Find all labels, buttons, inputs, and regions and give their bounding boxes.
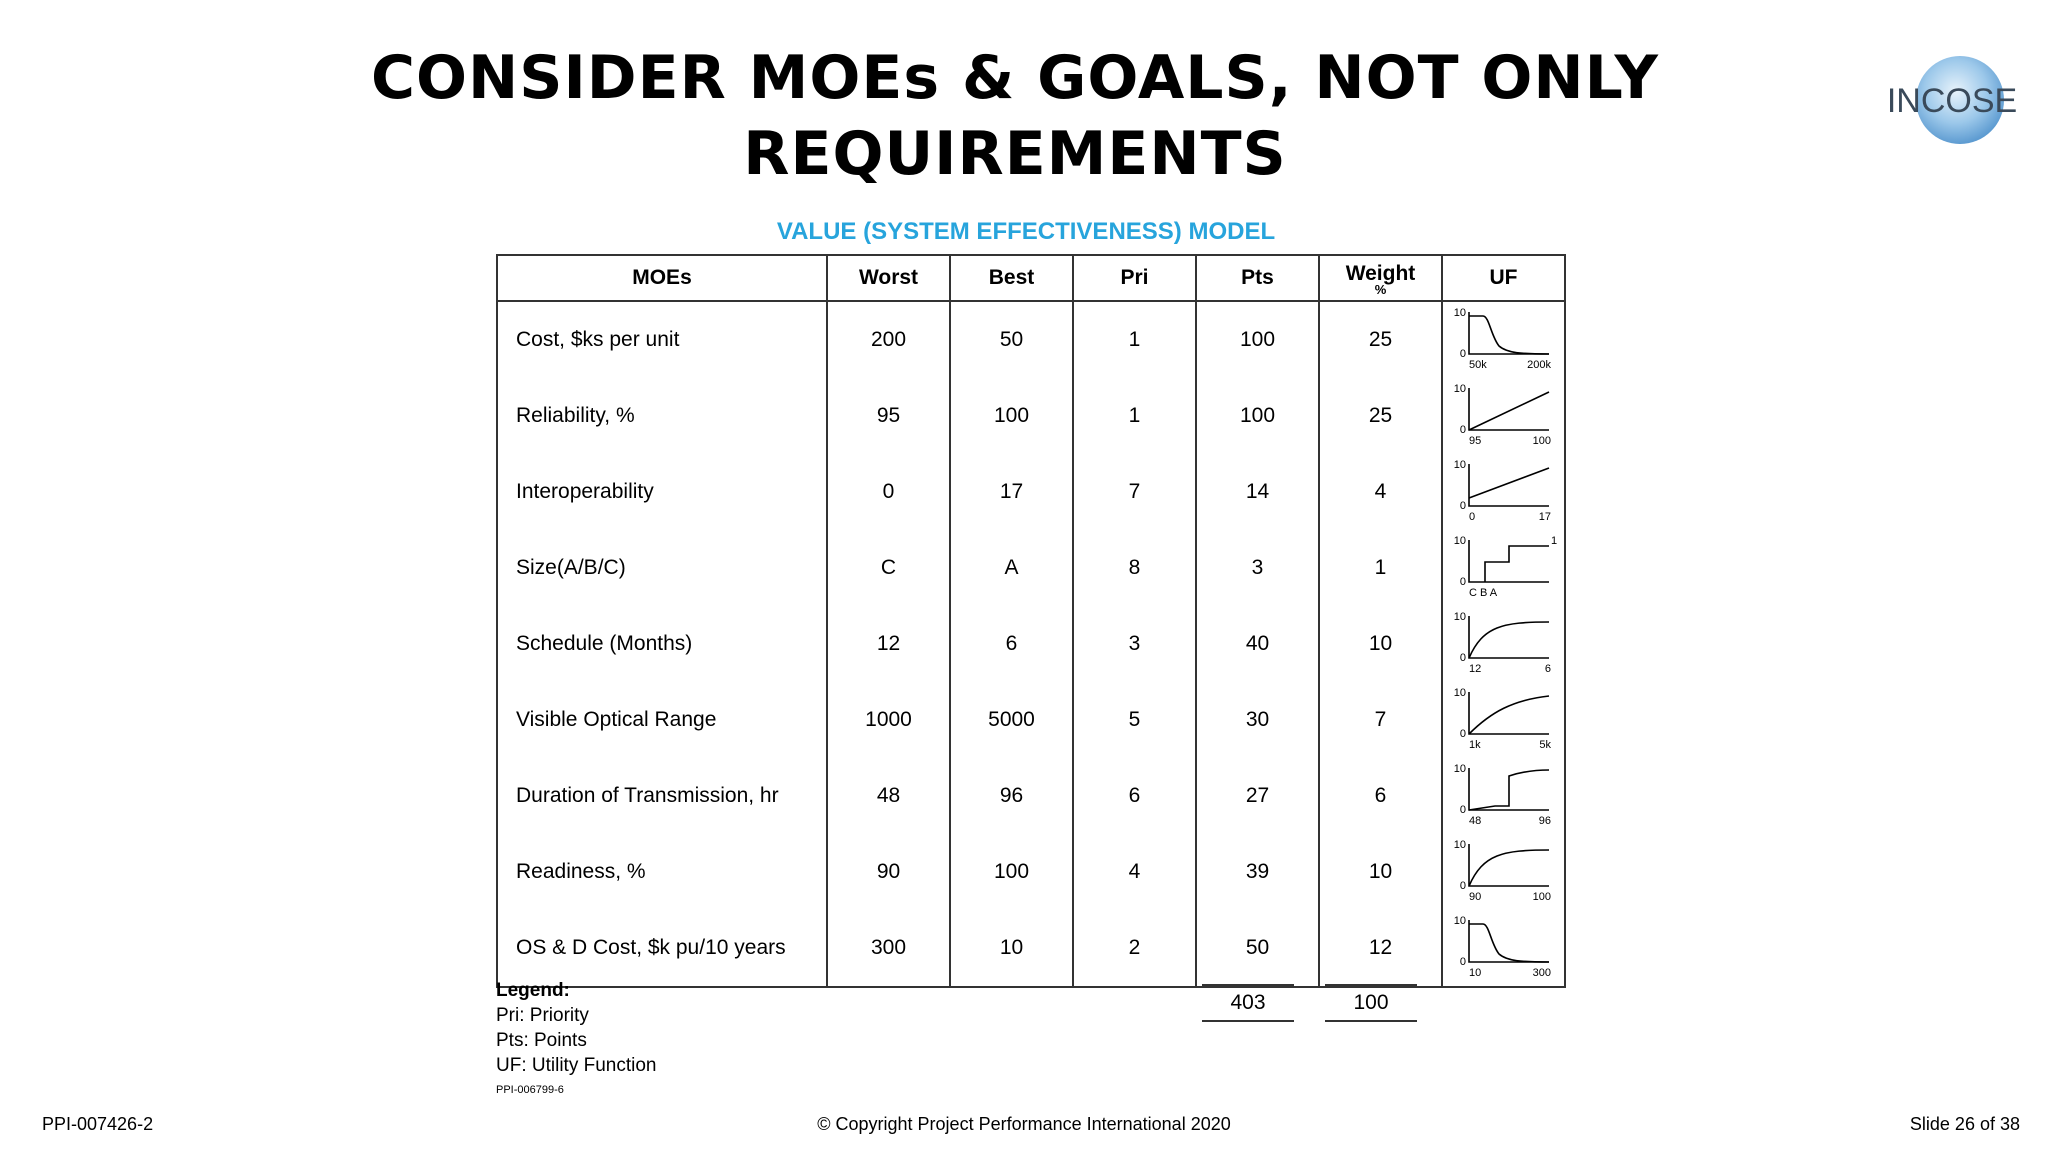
moe-worst: C [827, 530, 950, 606]
header-weight-label: Weight [1345, 262, 1416, 285]
legend-heading: Legend: [496, 980, 570, 1001]
moe-best: A [950, 530, 1073, 606]
table-row [497, 682, 1565, 758]
table-row [497, 758, 1565, 834]
moe-pri: 4 [1073, 834, 1196, 910]
moe-name: Readiness, % [497, 834, 827, 910]
table-row [497, 910, 1565, 987]
moe-pri: 5 [1073, 682, 1196, 758]
uf-xleft-label: 10 [1469, 967, 1482, 979]
footer-slide-number: Slide 26 of 38 [1909, 1114, 2020, 1134]
moe-pri: 1 [1073, 378, 1196, 454]
moe-name: Cost, $ks per unit [497, 301, 827, 378]
moe-name: Interoperability [497, 454, 827, 530]
moe-best: 17 [950, 454, 1073, 530]
header-best: Best [950, 255, 1073, 301]
moe-pri: 8 [1073, 530, 1196, 606]
uf-xright-label: 100 [1532, 891, 1551, 903]
moe-weight: 25 [1319, 301, 1442, 378]
uf-ymax-label: 10 [1453, 611, 1466, 623]
uf-xleft-label: 1k [1469, 739, 1481, 751]
utility-function-chart [1443, 302, 1564, 378]
uf-xright-label: 300 [1532, 967, 1551, 979]
utility-function-chart [1443, 758, 1564, 834]
moe-name: Duration of Transmission, hr [497, 758, 827, 834]
moe-worst: 300 [827, 910, 950, 987]
moe-pri: 7 [1073, 454, 1196, 530]
utility-function-chart [1443, 606, 1564, 682]
figure-code: PPI-006799-6 [496, 1084, 564, 1096]
uf-ymin-label: 0 [1459, 576, 1466, 588]
uf-ymax-label: 10 [1453, 763, 1466, 775]
utility-function-cell [1442, 301, 1565, 378]
utility-function-cell [1442, 454, 1565, 530]
uf-ymin-label: 0 [1459, 728, 1466, 740]
uf-xleft-label: 12 [1469, 663, 1482, 675]
slide-title [300, 40, 1730, 192]
utility-function-chart [1443, 682, 1564, 758]
moe-pri: 6 [1073, 758, 1196, 834]
moe-pri: 3 [1073, 606, 1196, 682]
value-model-table [496, 254, 1566, 988]
moe-weight: 25 [1319, 378, 1442, 454]
total-pts: 403 [1202, 984, 1294, 1022]
uf-curve [1485, 546, 1549, 582]
uf-ymax-label: 10 [1453, 915, 1466, 927]
logo-text: INCOSE [1886, 82, 2018, 120]
moe-pri: 2 [1073, 910, 1196, 987]
utility-function-cell [1442, 378, 1565, 454]
uf-curve [1469, 622, 1549, 658]
uf-curve [1469, 850, 1549, 886]
utility-function-cell [1442, 910, 1565, 987]
utility-function-cell [1442, 758, 1565, 834]
header-weight [1319, 255, 1442, 301]
table-row [497, 378, 1565, 454]
moe-weight: 7 [1319, 682, 1442, 758]
uf-ymin-label: 0 [1459, 652, 1466, 664]
slide-title-line-1: CONSIDER MOEs & GOALS, NOT ONLY [371, 43, 1659, 113]
uf-xleft-label: 95 [1469, 435, 1482, 447]
uf-ymax-label: 10 [1453, 459, 1466, 471]
table-row [497, 301, 1565, 378]
table-row [497, 606, 1565, 682]
legend-item-uf: UF: Utility Function [496, 1055, 657, 1076]
uf-curve [1469, 316, 1549, 354]
moe-name: Size(A/B/C) [497, 530, 827, 606]
utility-function-cell [1442, 834, 1565, 910]
moe-worst: 48 [827, 758, 950, 834]
footer-doc-id: PPI-007426-2 [42, 1114, 154, 1134]
moe-pts: 14 [1196, 454, 1319, 530]
moe-pts: 39 [1196, 834, 1319, 910]
uf-xright-label: 96 [1538, 815, 1551, 827]
moe-weight: 12 [1319, 910, 1442, 987]
uf-ymax-label: 10 [1453, 307, 1466, 319]
utility-function-chart [1443, 530, 1564, 606]
moe-worst: 95 [827, 378, 950, 454]
header-moes: MOEs [497, 255, 827, 301]
moe-weight: 4 [1319, 454, 1442, 530]
header-pts: Pts [1196, 255, 1319, 301]
uf-xright-label: 6 [1544, 663, 1551, 675]
uf-xright-label: 100 [1532, 435, 1551, 447]
uf-curve [1469, 924, 1549, 962]
uf-ymin-label: 0 [1459, 500, 1466, 512]
uf-axes [1469, 464, 1549, 506]
uf-curve [1469, 392, 1549, 430]
moe-name: Schedule (Months) [497, 606, 827, 682]
moe-name: Visible Optical Range [497, 682, 827, 758]
moe-pts: 27 [1196, 758, 1319, 834]
uf-ymax-label: 10 [1453, 535, 1466, 547]
moe-best: 96 [950, 758, 1073, 834]
utility-function-cell [1442, 606, 1565, 682]
uf-xleft-label: C B A [1469, 587, 1498, 599]
moe-pts: 40 [1196, 606, 1319, 682]
table-header-row [497, 255, 1565, 301]
moe-best: 50 [950, 301, 1073, 378]
header-weight-unit: % [1374, 282, 1387, 297]
footer-copyright: © Copyright Project Performance International 2020 [817, 1114, 1231, 1134]
header-uf: UF [1442, 255, 1565, 301]
moe-worst: 1000 [827, 682, 950, 758]
uf-ymax-label: 10 [1453, 687, 1466, 699]
utility-function-chart [1443, 378, 1564, 454]
moe-best: 6 [950, 606, 1073, 682]
uf-curve [1469, 468, 1549, 498]
uf-ymin-label: 0 [1459, 424, 1466, 436]
moe-best: 5000 [950, 682, 1073, 758]
moe-worst: 90 [827, 834, 950, 910]
uf-xleft-label: 0 [1469, 511, 1476, 523]
legend [496, 978, 656, 1078]
uf-ymax-label: 10 [1453, 839, 1466, 851]
uf-xleft-label: 90 [1469, 891, 1482, 903]
moe-pts: 100 [1196, 378, 1319, 454]
uf-ymin-label: 0 [1459, 956, 1466, 968]
uf-xright-label: 200k [1527, 359, 1551, 371]
utility-function-cell [1442, 682, 1565, 758]
uf-axes [1469, 312, 1549, 354]
uf-ymin-label: 0 [1459, 880, 1466, 892]
uf-ymin-label: 0 [1459, 804, 1466, 816]
uf-curve [1469, 696, 1549, 734]
moe-worst: 0 [827, 454, 950, 530]
utility-function-cell [1442, 530, 1565, 606]
table-body [497, 301, 1565, 987]
uf-xright-label: 17 [1538, 511, 1551, 523]
uf-note-label: 1 [1551, 535, 1558, 547]
moe-pts: 100 [1196, 301, 1319, 378]
model-title: VALUE (SYSTEM EFFECTIVENESS) MODEL [776, 218, 1276, 245]
moe-best: 100 [950, 378, 1073, 454]
utility-function-chart [1443, 834, 1564, 910]
moe-name: Reliability, % [497, 378, 827, 454]
uf-xright-label: 5k [1539, 739, 1551, 751]
incose-logo [1880, 50, 2020, 150]
moe-weight: 6 [1319, 758, 1442, 834]
utility-function-chart [1443, 454, 1564, 530]
table-row [497, 454, 1565, 530]
uf-xleft-label: 48 [1469, 815, 1482, 827]
moe-pts: 30 [1196, 682, 1319, 758]
header-pri: Pri [1073, 255, 1196, 301]
uf-xleft-label: 50k [1469, 359, 1487, 371]
moe-pts: 50 [1196, 910, 1319, 987]
uf-ymax-label: 10 [1453, 383, 1466, 395]
uf-curve [1469, 770, 1549, 810]
table-row [497, 530, 1565, 606]
moe-pri: 1 [1073, 301, 1196, 378]
total-weight: 100 [1325, 984, 1417, 1022]
moe-weight: 10 [1319, 834, 1442, 910]
legend-item-pts: Pts: Points [496, 1030, 587, 1051]
moe-best: 10 [950, 910, 1073, 987]
moe-pts: 3 [1196, 530, 1319, 606]
moe-best: 100 [950, 834, 1073, 910]
moe-name: OS & D Cost, $k pu/10 years [497, 910, 827, 987]
moe-weight: 1 [1319, 530, 1442, 606]
utility-function-chart [1443, 910, 1564, 986]
uf-axes [1469, 920, 1549, 962]
moe-worst: 12 [827, 606, 950, 682]
uf-ymin-label: 0 [1459, 348, 1466, 360]
legend-item-pri: Pri: Priority [496, 1005, 589, 1026]
moe-worst: 200 [827, 301, 950, 378]
header-worst: Worst [827, 255, 950, 301]
slide-title-line-2: REQUIREMENTS [743, 119, 1287, 189]
moe-weight: 10 [1319, 606, 1442, 682]
table-row [497, 834, 1565, 910]
